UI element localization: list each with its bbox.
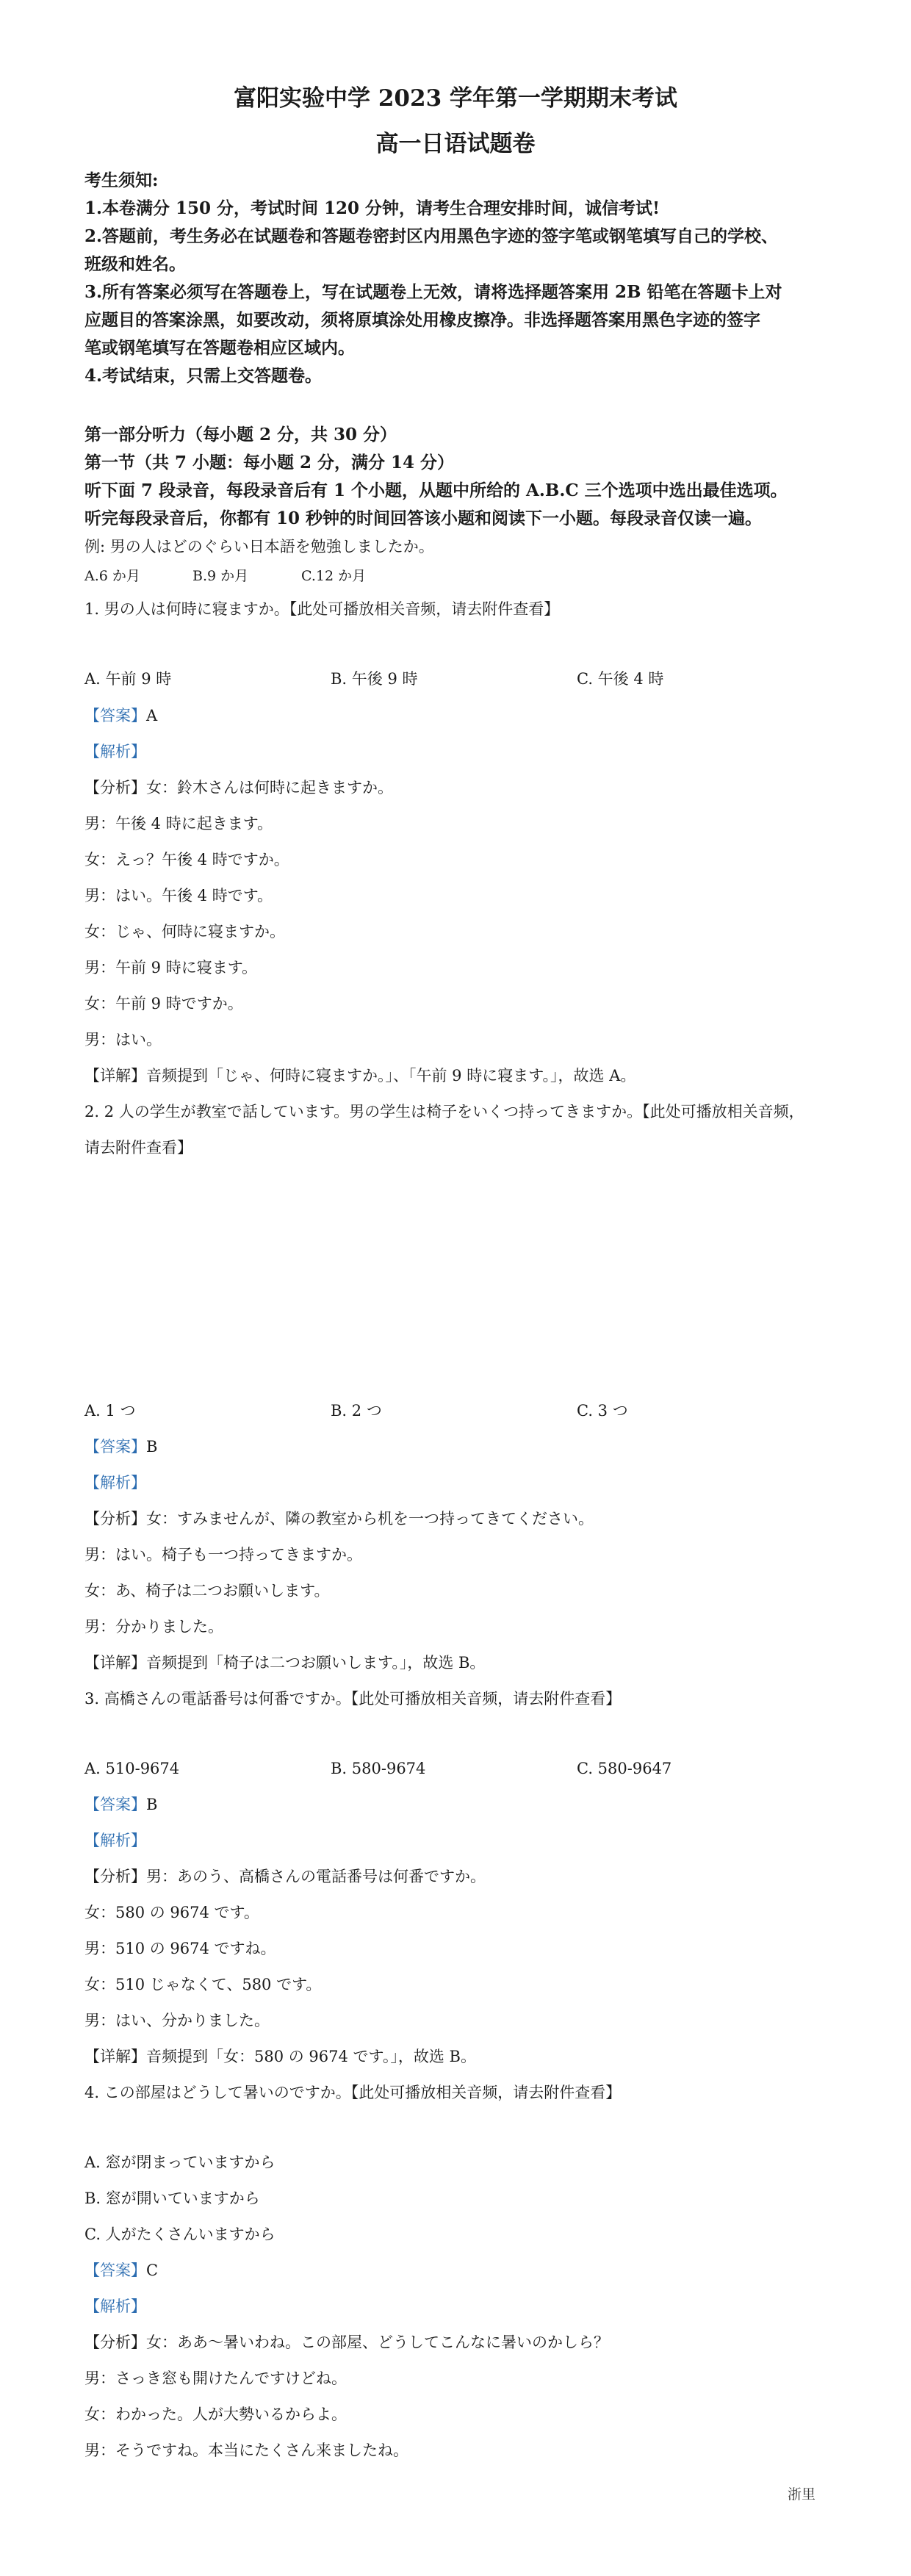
dialogue-line: 女：510 じゃなくて、580 です。 — [84, 1976, 322, 1993]
dialogue-line: 【分析】女：すみませんが、隣の教室から机を一つ持ってきてください。 — [84, 1510, 594, 1528]
option-a: A. 510-9674 — [84, 1760, 180, 1777]
dialogue-line: 男：はい。 — [84, 1031, 162, 1048]
dialogue-line: 女：午前 9 時ですか。 — [84, 995, 243, 1012]
detail-line: 【详解】音频提到「椅子は二つお願いします。」，故选 B。 — [84, 1654, 486, 1672]
notice-line: 笔或钢笔填写在答题卷相应区域内。 — [84, 338, 355, 358]
dialogue-line: 男：午後 4 時に起きます。 — [84, 815, 273, 832]
dialogue-line: 【分析】女：鈴木さんは何時に起きますか。 — [84, 779, 393, 796]
notice-heading: 考生须知: — [84, 170, 159, 190]
answer-value: A — [146, 707, 158, 724]
question-stem: 1. 男の人は何時に寝ますか。【此处可播放相关音频，请去附件查看】 — [84, 600, 560, 618]
example-option-a: A.6 か月 — [84, 568, 140, 584]
dialogue-line: 【分析】男：あのう、高橋さんの電話番号は何番ですか。 — [84, 1868, 486, 1885]
page-footer: 浙里 — [787, 2486, 815, 2503]
detail-line: 【详解】音频提到「じゃ、何時に寝ますか。」、「午前 9 時に寝ます。」，故选 A。 — [84, 1067, 636, 1084]
dialogue-line: 男：はい。椅子も一つ持ってきますか。 — [84, 1546, 362, 1564]
exam-subtitle: 高一日语试题卷 — [375, 131, 536, 157]
answer-value: B — [146, 1438, 158, 1456]
option-a: A. 1 つ — [84, 1402, 136, 1420]
question-stem-cont: 请去附件查看】 — [84, 1139, 192, 1156]
option-b: B. 580-9674 — [331, 1760, 426, 1777]
answer-label: 【答案】 — [84, 707, 146, 724]
notice-line: 3.所有答案必须写在答题卷上，写在试题卷上无效，请将选择题答案用 2B 铅笔在答题卡上对 — [84, 282, 782, 302]
notice-line: 4.考试结束，只需上交答题卷。 — [84, 366, 323, 386]
example-option-b: B.9 か月 — [192, 568, 249, 584]
dialogue-line: 男：はい、分かりました。 — [84, 2012, 270, 2029]
analysis-label: 【解析】 — [84, 743, 146, 760]
option-c: C. 人がたくさんいますから — [84, 2226, 276, 2243]
answer-label: 【答案】 — [84, 1796, 146, 1813]
dialogue-line: 女：あ、椅子は二つお願いします。 — [84, 1582, 330, 1600]
dialogue-line: 女：わかった。人が大勢いるからよ。 — [84, 2406, 347, 2423]
notice-line: 班级和姓名。 — [84, 254, 186, 274]
option-a: A. 午前 9 時 — [84, 670, 172, 688]
dialogue-line: 【分析】女：ああ～暑いわね。この部屋、どうしてこんなに暑いのかしら？ — [84, 2334, 609, 2351]
dialogue-line: 男：はい。午後 4 時です。 — [84, 887, 273, 904]
instruction-line: 听下面 7 段录音，每段录音后有 1 个小题，从题中所给的 A.B.C 三个选项中选出最佳选项。 — [84, 481, 788, 500]
answer-label: 【答案】 — [84, 2262, 146, 2279]
answer-line — [84, 1794, 157, 1815]
option-a: A. 窓が閉まっていますから — [84, 2154, 276, 2171]
dialogue-line: 男：分かりました。 — [84, 1618, 223, 1636]
question-stem: 2. 2 人の学生が教室で話しています。男の学生は椅子をいくつ持ってきますか。【此处可播放相关音频， — [84, 1103, 804, 1120]
detail-line: 【详解】音频提到「女：580 の 9674 です。」，故选 B。 — [84, 2048, 476, 2065]
dialogue-line: 男：そうですね。本当にたくさん来ましたね。 — [84, 2442, 408, 2459]
analysis-label: 【解析】 — [84, 1474, 146, 1492]
option-b: B. 2 つ — [331, 1402, 382, 1420]
dialogue-line: 男：510 の 9674 ですね。 — [84, 1940, 276, 1957]
instruction-line: 听完每段录音后，你都有 10 秒钟的时间回答该小题和阅读下一小题。每段录音仅读一遍。 — [84, 508, 763, 528]
dialogue-line: 女：580 の 9674 です。 — [84, 1904, 259, 1921]
example-option-c: C.12 か月 — [301, 568, 367, 584]
exam-title: 富阳实验中学 2023 学年第一学期期末考试 — [234, 85, 677, 112]
part1-heading: 第一部分听力（每小题 2 分，共 30 分） — [84, 425, 397, 445]
option-c: C. 午後 4 時 — [577, 670, 664, 688]
answer-line — [84, 705, 157, 726]
option-c: C. 580-9647 — [577, 1760, 672, 1777]
analysis-label: 【解析】 — [84, 2298, 146, 2315]
question-stem: 3. 高橋さんの電話番号は何番ですか。【此处可播放相关音频，请去附件查看】 — [84, 1690, 622, 1708]
answer-label: 【答案】 — [84, 1438, 146, 1456]
dialogue-line: 女：えっ？午後 4 時ですか。 — [84, 851, 289, 868]
notice-line: 2.答题前，考生务必在试题卷和答题卷密封区内用黑色字迹的签字笔或钢笔填写自己的学校、 — [84, 226, 779, 246]
answer-value: B — [146, 1796, 158, 1813]
example-question: 例: 男の人はどのぐらい日本語を勉強しましたか。 — [84, 538, 434, 555]
answer-value: C — [146, 2262, 159, 2279]
analysis-label: 【解析】 — [84, 1832, 146, 1849]
option-c: C. 3 つ — [577, 1402, 628, 1420]
answer-line — [84, 2260, 158, 2281]
option-b: B. 午後 9 時 — [331, 670, 418, 688]
section-heading: 第一节（共 7 小题：每小题 2 分，满分 14 分） — [84, 453, 455, 472]
answer-line — [84, 1436, 157, 1457]
question-stem: 4. この部屋はどうして暑いのですか。【此处可播放相关音频，请去附件查看】 — [84, 2084, 622, 2101]
notice-line: 应题目的答案涂黑，如要改动，须将原填涂处用橡皮擦净。非选择题答案用黑色字迹的签字 — [84, 310, 760, 330]
dialogue-line: 男：さっき窓も開けたんですけどね。 — [84, 2370, 347, 2387]
dialogue-line: 女：じゃ、何時に寝ますか。 — [84, 923, 285, 940]
dialogue-line: 男：午前 9 時に寝ます。 — [84, 959, 258, 976]
option-b: B. 窓が開いていますから — [84, 2190, 260, 2207]
notice-line: 1.本卷满分 150 分，考试时间 120 分钟，请考生合理安排时间，诚信考试! — [84, 198, 660, 218]
